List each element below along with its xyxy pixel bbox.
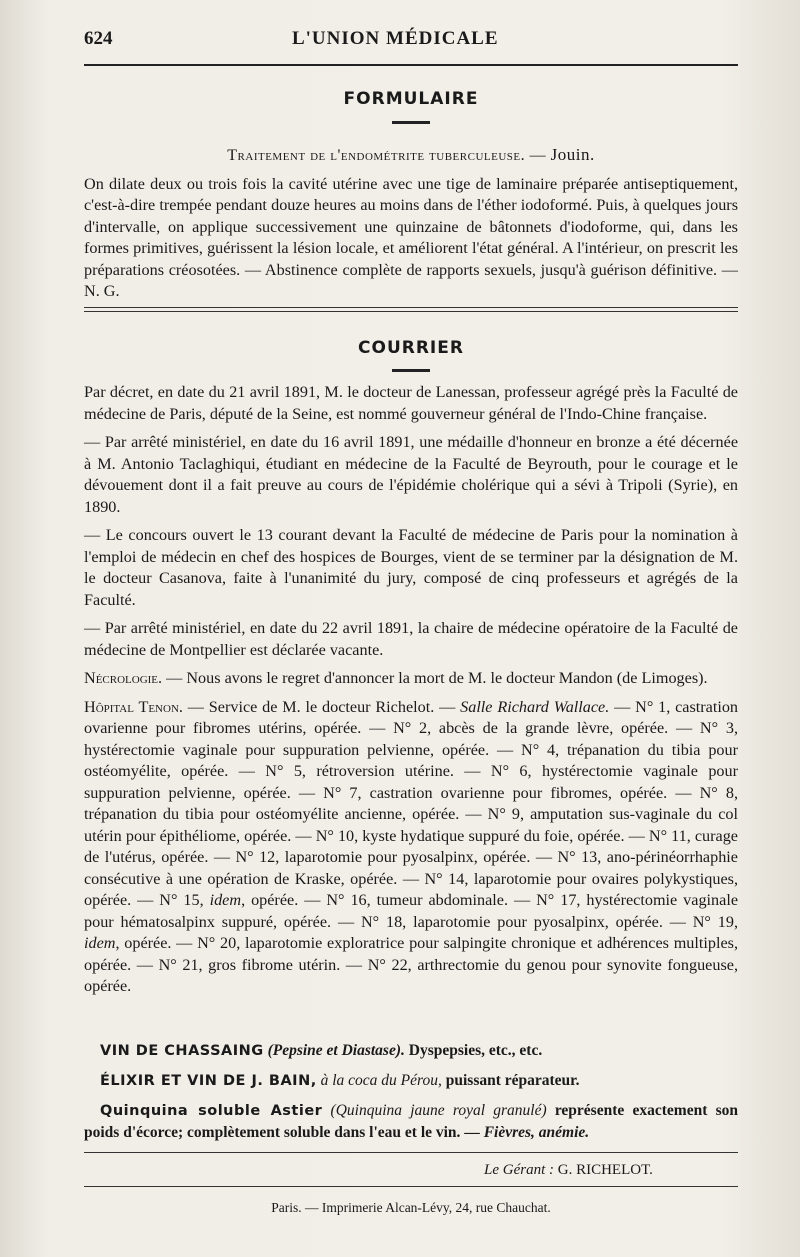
courrier-heading: COURRIER — [358, 338, 464, 358]
footer-rule — [84, 1186, 738, 1187]
courrier-paragraph: — Le concours ouvert le 13 courant devant la Faculté de médecine de Paris pour la nomination à l'emploi de médecin en chef des hospices de Bourges, vient de se terminer par la désignation de M. le docteur Casanova, faite à l'unanimité du jury, composé de cinq professeurs et agrégés de la Faculté. — [84, 526, 738, 609]
journal-title: L'UNION MÉDICALE — [291, 28, 499, 49]
formulaire-entry-title: Traitement de l'endométrite tuberculeuse. — Jouin. — [227, 145, 595, 164]
footer-rule — [84, 1152, 738, 1153]
necrologie-paragraph: Nécrologie. — Nous avons le regret d'annoncer la mort de M. le docteur Mandon (de Limoges). — [84, 669, 708, 687]
running-head — [84, 28, 738, 56]
formulaire-heading: FORMULAIRE — [343, 89, 479, 109]
courrier-paragraph: — Par arrêté ministériel, en date du 16 avril 1891, une médaille d'honneur en bronze a été décernée à M. Antonio Taclaghiqui, étudiant en médecine de la Faculté de Beyrouth, pour le courage et le dévouement dont il a fait preuve au cours de l'épidémie cholérique qui a sévi à Tripoli (Syrie), en 1890. — [84, 433, 738, 516]
hopital-paragraph: Hôpital Tenon. — Service de M. le docteur Richelot. — Salle Richard Wallace. — N° 1, castration ovarienne pour fibromes utérins, opérée. — N° 2, abcès de la grande lèvre, opérée. — N° 3, hystérectomie vaginale pour suppuration pelvienne, opérée. — N° 4, trépanation du tibia pour ostéomyélite, opérée. — N° 5, rétroversion utérine. — N° 6, hystérectomie vaginale pour suppuration pelvienne, opérée. — N° 7, castration ovarienne pour fibromes, opérée. — N° 8, trépanation du tibia pour ostéomyélite ancienne, opérée. — N° 9, amputation sus-vaginale du col utérin pour épithéliome, opérée. — N° 10, kyste hydatique suppuré du foie, opérée. — N° 11, curage de l'utérus, opérée. — N° 12, laparotomie pour pyosalpinx, opérée. — N° 13, ano-périnéorrhaphie consécutive à une opération de Kraske, opérée. — N° 14, laparotomie pour ovaires polykystiques, opérée. — N° 15, idem, opérée. — N° 16, tumeur abdominale. — N° 17, hystérectomie vaginale pour hématosalpinx suppuré, opérée. — N° 18, laparotomie pour pyosalpinx, opérée. — N° 19, idem, opérée. — N° 20, laparotomie exploratrice pour salpingite chronique et adhérences multiples, opérée. — N° 21, gros fibrome utérin. — N° 22, arthrectomie du genou pour synovite fongueuse, opérée. — [84, 697, 739, 995]
formulaire-body: On dilate deux ou trois fois la cavité utérine avec une tige de laminaire préparée antiseptiquement, c'est-à-dire trempée pendant douze heures au moins dans de l'éther iodoformé. Puis, à quelques jours d'intervalle, on applique successivement une quinzaine de bâtonnets d'iodoforme, qui, dans les formes primitives, guérissent la lésion locale, et améliorent l'état général. A l'intérieur, on prescrit les préparations créosotées. — Abstinence complète de rapports sexuels, jusqu'à guérison définitive. — N. G. — [84, 174, 738, 300]
formulaire-section — [84, 144, 738, 303]
courrier-paragraph: Par décret, en date du 21 avril 1891, M. le docteur de Lanessan, professeur agrégé près la Faculté de médecine de Paris, député de la Seine, est nommé gouverneur général de l'Indo-Chine française. — [84, 383, 738, 423]
entry-author: Jouin. — [550, 145, 595, 164]
section-divider-top — [84, 307, 738, 308]
courrier-paragraph: — Par arrêté ministériel, en date du 22 avril 1891, la chaire de médecine opératoire de la Faculté de médecine de Montpellier est déclarée vacante. — [84, 619, 738, 659]
gerant-signature: Le Gérant : G. RICHELOT. — [484, 1162, 653, 1178]
page-number: 624 — [84, 28, 113, 49]
section-divider-bottom — [84, 311, 738, 312]
advertisement: Quinquina soluble Astier (Quinquina jaune royal granulé) représente exactement son poids d'écorce; complètement soluble dans l'eau et le vin. — Fièvres, anémie. — [84, 1102, 738, 1141]
hopital-label: Hôpital Tenon. — [84, 697, 183, 716]
advertisement: VIN DE CHASSAING (Pepsine et Diastase). Dyspepsies, etc., etc. — [100, 1042, 543, 1059]
heading-ornament-rule — [392, 369, 430, 372]
necrologie-label: Nécrologie. — [84, 669, 163, 687]
courrier-section — [84, 382, 738, 998]
advertisement: ÉLIXIR ET VIN DE J. BAIN, à la coca du Pérou, puissant réparateur. — [100, 1072, 580, 1089]
salle-name: Salle Richard Wallace. — [460, 697, 610, 716]
imprint-line: Paris. — Imprimerie Alcan-Lévy, 24, rue Chauchat. — [271, 1200, 551, 1215]
header-rule — [84, 64, 738, 66]
heading-ornament-rule — [392, 121, 430, 124]
